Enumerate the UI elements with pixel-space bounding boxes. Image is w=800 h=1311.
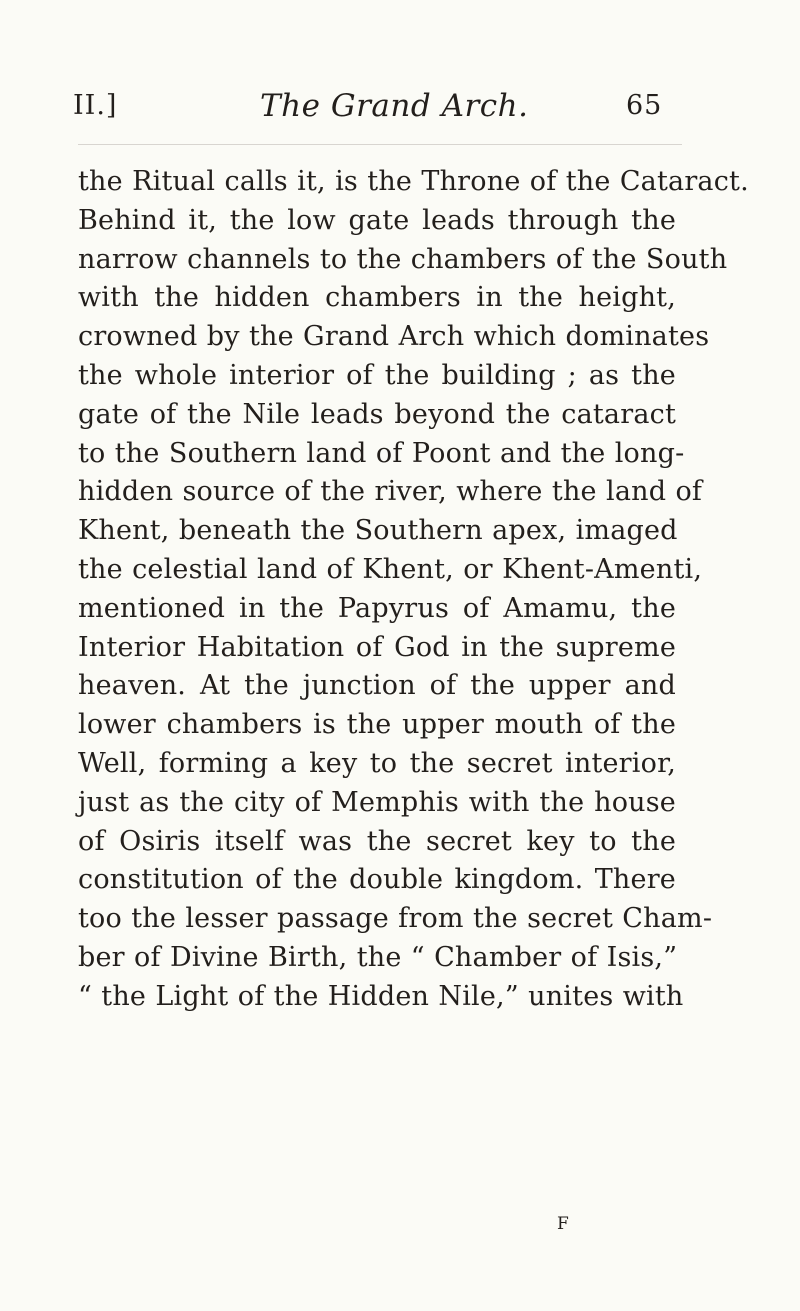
running-title: The Grand Arch.: [260, 88, 529, 124]
header-rule: [78, 144, 682, 145]
signature-mark: F: [557, 1214, 570, 1234]
text-line: the whole interior of the building ; as the: [78, 359, 676, 391]
text-line: heaven. At the junction of the upper and: [78, 670, 676, 702]
text-line: Behind it, the low gate leads through the: [78, 204, 676, 236]
text-line: mentioned in the Papyrus of Amamu, the: [78, 592, 676, 624]
text-line: lower chambers is the upper mouth of the: [78, 709, 676, 741]
text-line: narrow channels to the chambers of the South: [78, 243, 728, 275]
text-line: to the Southern land of Poont and the long-: [78, 437, 685, 469]
text-line: crowned by the Grand Arch which dominates: [78, 321, 710, 353]
text-line: of Osiris itself was the secret key to the: [78, 825, 676, 857]
text-line: hidden source of the river, where the land of: [78, 476, 703, 508]
text-line: ber of Divine Birth, the “ Chamber of Isis,”: [78, 941, 678, 973]
text-line: too the lesser passage from the secret Cham-: [78, 903, 713, 935]
text-line: the celestial land of Khent, or Khent-Amenti,: [78, 553, 703, 585]
chapter-marker: II.]: [73, 90, 118, 121]
text-line: Interior Habitation of God in the supreme: [78, 631, 676, 663]
body-text: [78, 163, 749, 1017]
text-line: constitution of the double kingdom. There: [78, 864, 676, 896]
text-line: the Ritual calls it, is the Throne of the Cataract.: [78, 166, 749, 197]
text-line: just as the city of Memphis with the house: [78, 786, 676, 818]
page-number: 65: [626, 90, 663, 121]
text-line: Khent, beneath the Southern apex, imaged: [78, 515, 678, 547]
text-line: Well, forming a key to the secret interior,: [78, 747, 676, 779]
text-line: “ the Light of the Hidden Nile,” unites with: [78, 980, 684, 1012]
page-header: [0, 0, 800, 150]
text-line: gate of the Nile leads beyond the cataract: [78, 398, 676, 430]
text-line: with the hidden chambers in the height,: [78, 282, 676, 314]
